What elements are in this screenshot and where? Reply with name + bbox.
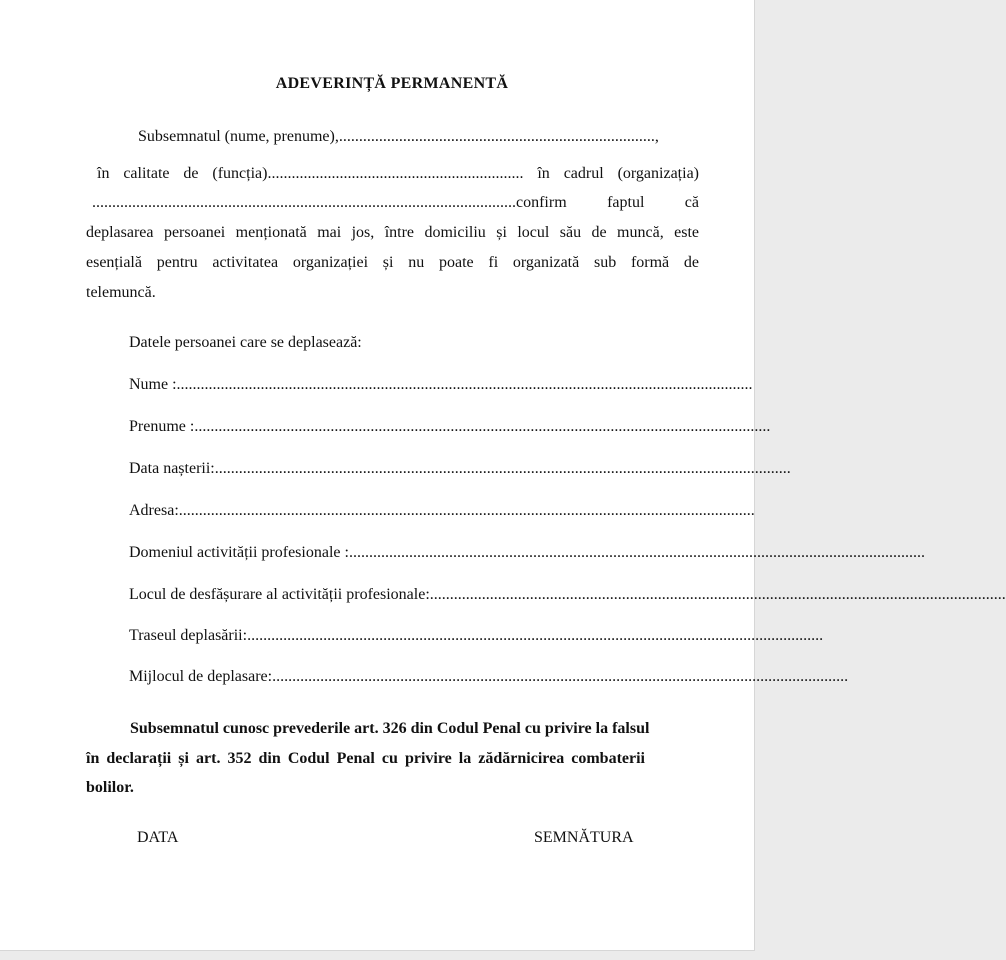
intro-line-5: esențială pentru activitatea organizației și nu poate fi organizată sub formă de bbox=[86, 254, 699, 271]
date-label: DATA bbox=[137, 829, 179, 846]
field-label: Prenume : bbox=[129, 418, 195, 435]
field-prenume bbox=[129, 417, 771, 437]
declaration-line-1: Subsemnatul cunosc prevederile art. 326 din Codul Penal cu privire la falsul bbox=[130, 720, 650, 737]
field-data-nasterii bbox=[129, 459, 791, 479]
declaration-line-2: în declarații și art. 352 din Codul Penal cu privire la zădărnicirea combaterii bbox=[86, 750, 645, 767]
field-label: Data nașterii: bbox=[129, 460, 215, 477]
field-domeniul-activitatii bbox=[129, 543, 925, 563]
field-label: Domeniul activității profesionale : bbox=[129, 544, 349, 561]
field-dots: ................................................................................................................................................ bbox=[176, 376, 753, 393]
field-dots: ................................................................................................................................................ bbox=[348, 544, 925, 561]
signature-label: SEMNĂTURA bbox=[534, 829, 634, 846]
field-dots: ................................................................................................................................................ bbox=[214, 460, 791, 477]
field-locul-de-desfasurare bbox=[129, 585, 1006, 605]
declaration-line-3: bolilor. bbox=[86, 779, 134, 796]
person-data-heading: Datele persoanei care se deplasează: bbox=[129, 334, 362, 351]
intro-line-1: Subsemnatul (nume, prenume),..............................................................................., bbox=[138, 128, 659, 145]
field-label: Nume : bbox=[129, 376, 177, 393]
intro-line-2: în calitate de (funcția)................................................................ în cadrul (organizația) bbox=[97, 165, 699, 182]
field-label: Traseul deplasării: bbox=[129, 627, 248, 644]
field-traseul-deplasarii bbox=[129, 626, 824, 646]
intro-line-6: telemuncă. bbox=[86, 284, 156, 301]
field-label: Mijlocul de deplasare: bbox=[129, 668, 273, 685]
field-label: Locul de desfășurare al activității profesionale: bbox=[129, 586, 430, 603]
field-nume bbox=[129, 375, 753, 395]
intro-line-4: deplasarea persoanei menționată mai jos, între domiciliu și locul său de muncă, este bbox=[86, 224, 699, 241]
field-mijlocul-de-deplasare bbox=[129, 667, 849, 687]
field-label: Adresa: bbox=[129, 502, 179, 519]
document-title: ADEVERINȚĂ PERMANENTĂ bbox=[275, 75, 509, 92]
field-dots: ................................................................................................................................................ bbox=[272, 668, 849, 685]
field-adresa bbox=[129, 501, 755, 521]
field-dots: ................................................................................................................................................ bbox=[178, 502, 755, 519]
field-dots: ................................................................................................................................................ bbox=[194, 418, 771, 435]
field-dots: ................................................................................................................................................ bbox=[429, 586, 1006, 603]
intro-line-3: ..........................................................................................................confirm faptul că bbox=[92, 194, 699, 211]
field-dots: ................................................................................................................................................ bbox=[247, 627, 824, 644]
